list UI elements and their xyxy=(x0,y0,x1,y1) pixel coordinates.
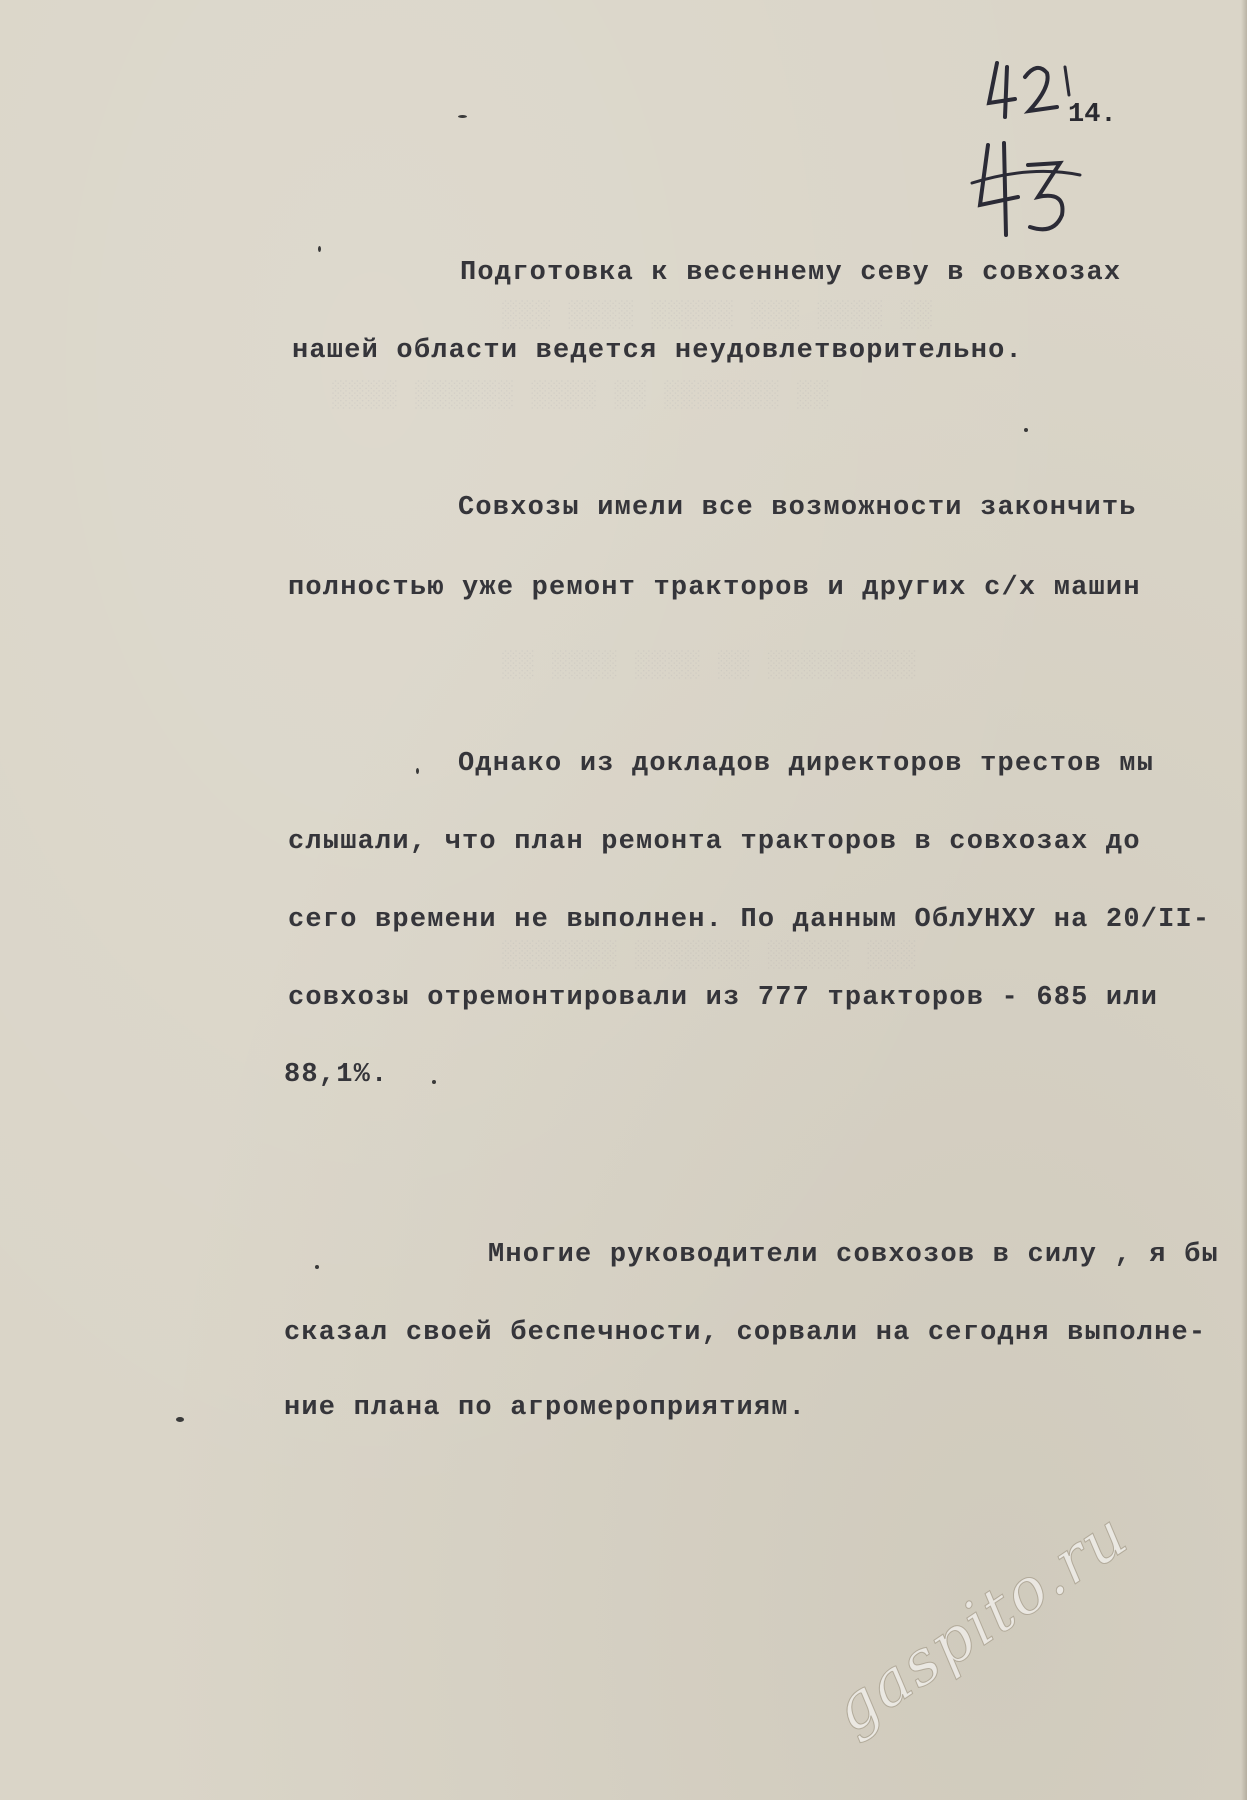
paragraph-3-line-1: Однако из докладов директоров трестов мы xyxy=(458,749,1155,779)
paragraph-1-line-2: нашей области ведется неудовлетворительно. xyxy=(292,336,1023,366)
paragraph-3-line-5: 88,1%. xyxy=(284,1060,389,1090)
dust-speck xyxy=(432,1080,436,1084)
paragraph-3-line-4: совхозы отремонтировали из 777 тракторов - 685 или xyxy=(288,983,1159,1013)
dust-speck xyxy=(416,768,419,774)
dust-speck xyxy=(1024,428,1028,432)
dust-speck xyxy=(176,1417,184,1422)
archive-number-handwritten-crossed xyxy=(970,135,1090,245)
page-number: 14. xyxy=(1068,100,1117,130)
dust-speck xyxy=(458,115,467,118)
page-edge-shadow xyxy=(1241,0,1247,1800)
bleed-through-1: ░░ ░░░░ ░░░ ░░░░░ ░░░░ ░░░ xyxy=(500,300,932,330)
paragraph-1-line-1: Подготовка к весеннему севу в совхозах xyxy=(460,258,1122,288)
paragraph-4-line-2: сказал своей беспечности, сорвали на сегодня выполне- xyxy=(284,1318,1207,1348)
bleed-through-4: ░░░ ░░░░░ ░░░░░░░ ░░░░░░░ xyxy=(500,940,916,970)
bleed-through-3: ░░░░░░░░░ ░░ ░░░░ ░░░░ ░░ xyxy=(500,650,916,680)
site-watermark: gaspito.ru xyxy=(819,1496,1141,1747)
paragraph-4-line-3: ние плана по агромероприятиям. xyxy=(284,1393,807,1423)
dust-speck xyxy=(318,246,321,252)
paragraph-2-line-1: Совхозы имели все возможности закончить xyxy=(458,493,1137,523)
bleed-through-2: ░░ ░░░░░░░ ░░ ░░░░ ░░░░░░ ░░░░ xyxy=(330,380,829,410)
paragraph-2-line-2: полностью уже ремонт тракторов и других с/х машин xyxy=(288,573,1141,603)
paragraph-3-line-3: сего времени не выполнен. По данным ОблУНХУ на 20/II- xyxy=(288,905,1211,935)
paragraph-3-line-2: слышали, что план ремонта тракторов в совхозах до xyxy=(288,827,1141,857)
dust-speck xyxy=(315,1265,319,1269)
paragraph-4-line-1: Многие руководители совхозов в силу , я бы xyxy=(488,1240,1219,1270)
